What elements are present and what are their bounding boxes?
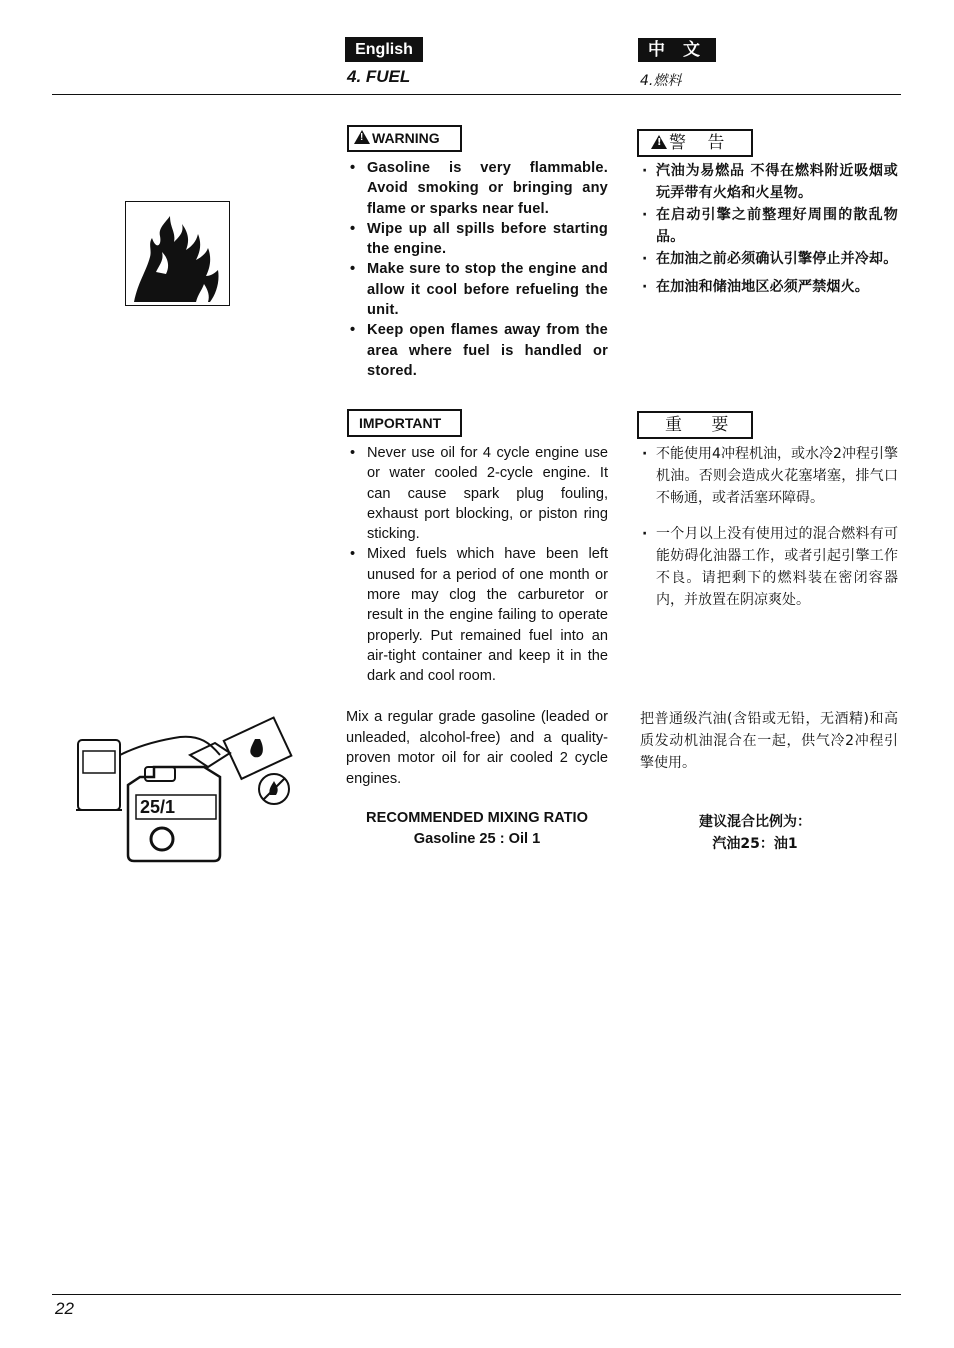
mixing-ratio-title-zh: 建议混合比例为： — [699, 814, 811, 830]
mixing-text-en: Mix a regular grade gasoline (leaded or unleaded, alcohol-free) and a quality-proven motor oil for air cooled 2 cycle engines. — [346, 709, 608, 787]
warning-triangle-icon — [651, 135, 667, 149]
list-item: • Mixed fuels which have been left unused for a period of one month or more may clog the carburetor or result in the engine failing to operate properly. Put remained fuel into an air-tight container and keep it in the dark and cool room. — [347, 544, 608, 686]
mixing-ratio-value-en: Gasoline 25 : Oil 1 — [413, 830, 541, 847]
important-label-zh: 重 要 — [637, 411, 753, 439]
footer-rule — [52, 1294, 901, 1295]
mixing-text-zh: 把普通级汽油(含铅或无铅，无酒精)和高质发动机油混合在一起，供气冷2冲程引擎使用。 — [640, 711, 898, 771]
section-title-zh: 4.燃料 — [640, 73, 682, 89]
list-item: · 在加油之前必须确认引擎停止并冷却。 — [640, 248, 898, 270]
oil-bottle-icon — [190, 718, 291, 779]
mixing-ratio-value-zh: 汽油25：油1 — [712, 836, 798, 852]
list-item: · 汽油为易燃品 不得在燃料附近吸烟或玩弄带有火焰和火星物。 — [640, 160, 898, 204]
flame-icon — [126, 202, 229, 305]
important-list-en — [347, 443, 608, 687]
warning-triangle-icon — [354, 130, 370, 144]
language-tab-chinese: 中 文 — [638, 38, 716, 62]
no-flame-icon — [259, 774, 289, 804]
header-rule — [52, 94, 901, 95]
list-item: · 不能使用4冲程机油，或水冷2冲程引擎机油。否则会造成火花塞堵塞，排气口不畅通，或者活塞环障碍。 — [640, 443, 898, 509]
list-item: · 一个月以上没有使用过的混合燃料有可能妨碍化油器工作，或者引起引擎工作不良。请把剩下的燃料装在密闭容器内，并放置在阴凉爽处。 — [640, 523, 898, 611]
list-item: • Wipe up all spills before starting the engine. — [347, 219, 608, 260]
mix-ratio-can-label: 25/1 — [140, 797, 176, 817]
list-item: • Make sure to stop the engine and allow it cool before refueling the unit. — [347, 259, 608, 320]
warning-label-zh — [637, 129, 753, 157]
mixing-ratio-zh — [660, 811, 850, 855]
list-item: · 在加油和储油地区必须严禁烟火。 — [640, 276, 898, 298]
list-item: · 在启动引擎之前整理好周围的散乱物品。 — [640, 204, 898, 248]
warning-label-text: WARNING — [372, 130, 440, 146]
flame-warning-illustration — [125, 201, 230, 306]
fuel-mixing-illustration — [70, 715, 300, 865]
language-tab-english: English — [345, 37, 423, 62]
warning-label-en — [347, 125, 462, 152]
warning-list-en — [347, 158, 608, 381]
important-label-en: IMPORTANT — [347, 409, 462, 437]
page-number: 22 — [55, 1299, 74, 1318]
list-item: • Keep open flames away from the area where fuel is handled or stored. — [347, 320, 608, 381]
warning-label-zh-text: 警 告 — [669, 133, 733, 153]
important-list-zh — [640, 443, 898, 611]
list-item: • Gasoline is very flammable. Avoid smoking or bringing any flame or sparks near fuel. — [347, 158, 608, 219]
warning-list-zh — [640, 160, 898, 298]
list-item: • Never use oil for 4 cycle engine use or water cooled 2-cycle engine. It can cause spark plug fouling, exhaust port blocking, or piston ring sticking. — [347, 443, 608, 544]
mixing-ratio-en — [346, 808, 608, 849]
fuel-can-icon — [128, 767, 220, 861]
mixing-ratio-title-en: RECOMMENDED MIXING RATIO — [366, 810, 588, 826]
section-title-en: 4. FUEL — [347, 67, 411, 86]
